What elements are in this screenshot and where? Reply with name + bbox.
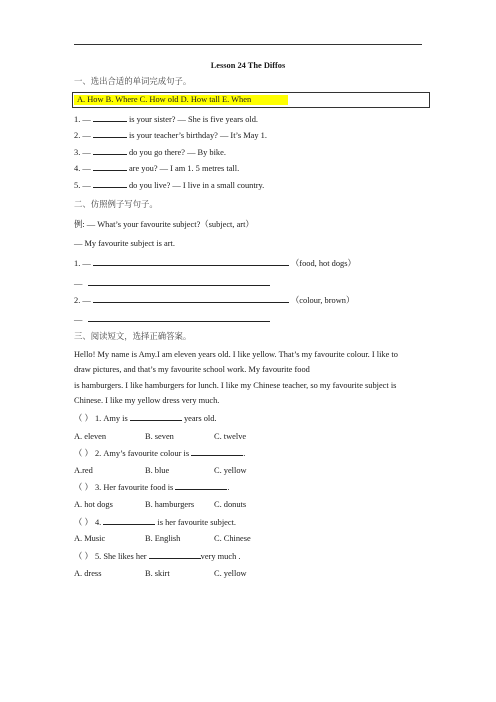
option-b[interactable]: B. blue: [145, 466, 170, 475]
answer-blank[interactable]: [93, 294, 289, 303]
q-text: is your sister? — She is five years old.: [128, 115, 259, 124]
option-c[interactable]: C. Chinese: [214, 534, 251, 543]
q-text: is your teacher’s birthday? — It’s May 1.: [128, 131, 267, 140]
example-question: 例: — What’s your favourite subject?（subject, art）: [74, 220, 254, 229]
q-number: 2. —: [74, 296, 91, 305]
option-a[interactable]: A. dress: [74, 569, 102, 578]
q-hint: （food, hot dogs）: [290, 259, 356, 268]
options-box: [72, 92, 430, 108]
answer-blank[interactable]: [93, 257, 289, 266]
option-a[interactable]: A. hot dogs: [74, 500, 113, 509]
s1-question-2: [74, 129, 267, 141]
q-number: 1. —: [74, 259, 91, 268]
mc-question-4: [74, 516, 236, 528]
answer-blank[interactable]: [93, 129, 127, 138]
q-stem-end: .: [243, 449, 246, 458]
passage-line-3: is hamburgers. I like hamburgers for lunch. I like my Chinese teacher, so my favourite subject is: [74, 381, 397, 390]
answer-paren[interactable]: （ ）: [74, 483, 93, 492]
option-b[interactable]: B. seven: [145, 432, 174, 441]
answer-blank[interactable]: [130, 412, 182, 421]
option-a[interactable]: A. Music: [74, 534, 106, 543]
section1-heading: 一、选出合适的单词完成句子。: [74, 77, 192, 86]
option-a[interactable]: A.red: [74, 466, 93, 475]
q-stem-end: is her favourite subject.: [157, 518, 237, 527]
answer-dash: —: [74, 279, 83, 288]
q-text: are you? — I am 1. 5 metres tall.: [128, 164, 240, 173]
s2-question-1: [74, 257, 356, 269]
passage-line-1: Hello! My name is Amy.I am eleven years old. I like yellow. That’s my favourite colour. I like to: [74, 350, 398, 359]
passage-line-4: Chinese. I like my yellow dress very much.: [74, 396, 220, 405]
q-number: 3. —: [74, 148, 91, 157]
option-c[interactable]: C. twelve: [214, 432, 247, 441]
q-text: do you go there? — By bike.: [128, 148, 226, 157]
option-a[interactable]: A. eleven: [74, 432, 107, 441]
s2-answer-1: [74, 277, 270, 289]
option-c[interactable]: C. yellow: [214, 466, 247, 475]
answer-blank[interactable]: [88, 277, 270, 286]
q-stem: 2. Amy’s favourite colour is: [94, 449, 190, 458]
q-stem: 1. Amy is: [94, 414, 128, 423]
answer-blank[interactable]: [191, 447, 246, 458]
answer-paren[interactable]: （ ）: [74, 518, 93, 527]
answer-paren[interactable]: （ ）: [74, 552, 93, 561]
q-stem: 5. She likes her: [94, 552, 147, 561]
answer-blank[interactable]: [175, 481, 230, 492]
answer-blank[interactable]: [93, 146, 127, 155]
mc-question-3: [74, 481, 230, 493]
answer-blank[interactable]: [93, 113, 127, 122]
option-b[interactable]: B. skirt: [145, 569, 170, 578]
s2-answer-2: [74, 313, 270, 325]
answer-blank[interactable]: [93, 162, 127, 171]
s1-question-3: [74, 146, 226, 158]
q-number: 2. —: [74, 131, 91, 140]
section2-heading: 二、仿照例子写句子。: [74, 200, 158, 209]
q-number: 1. —: [74, 115, 91, 124]
q-stem: 3. Her favourite food is: [94, 483, 174, 492]
answer-blank[interactable]: [149, 550, 201, 559]
passage-line-2: draw pictures, and that’s my favourite school work. My favourite food: [74, 365, 310, 374]
answer-blank[interactable]: [88, 313, 270, 322]
header-rule: [74, 44, 422, 45]
section3-heading: 三、阅读短文，选择正确答案。: [74, 332, 192, 341]
s1-question-5: [74, 179, 264, 191]
lesson-title: Lesson 24 The Diffos: [210, 61, 286, 70]
q-stem-end: years old.: [183, 414, 217, 423]
example-answer: — My favourite subject is art.: [74, 239, 175, 248]
answer-blank[interactable]: [103, 516, 155, 525]
s2-question-2: [74, 294, 354, 306]
option-b[interactable]: B. English: [145, 534, 181, 543]
s1-question-1: [74, 113, 258, 125]
q-hint: （colour, brown）: [290, 296, 355, 305]
option-c[interactable]: C. donuts: [214, 500, 247, 509]
options-text: A. How B. Where C. How old D. How tall E. When: [77, 95, 252, 104]
q-stem: 4.: [94, 518, 102, 527]
q-text: do you live? — I live in a small country.: [128, 181, 265, 190]
q-number: 4. —: [74, 164, 91, 173]
q-stem-end: .: [227, 483, 230, 492]
q-number: 5. —: [74, 181, 91, 190]
mc-question-2: [74, 447, 245, 459]
s1-question-4: [74, 162, 239, 174]
answer-dash: —: [74, 315, 83, 324]
mc-question-1: [74, 412, 217, 424]
answer-paren[interactable]: （ ）: [74, 449, 93, 458]
answer-paren[interactable]: （ ）: [74, 414, 93, 423]
q-stem-end: very much .: [200, 552, 241, 561]
answer-blank[interactable]: [93, 179, 127, 188]
option-c[interactable]: C. yellow: [214, 569, 247, 578]
mc-question-5: [74, 550, 240, 562]
option-b[interactable]: B. hamburgers: [145, 500, 195, 509]
